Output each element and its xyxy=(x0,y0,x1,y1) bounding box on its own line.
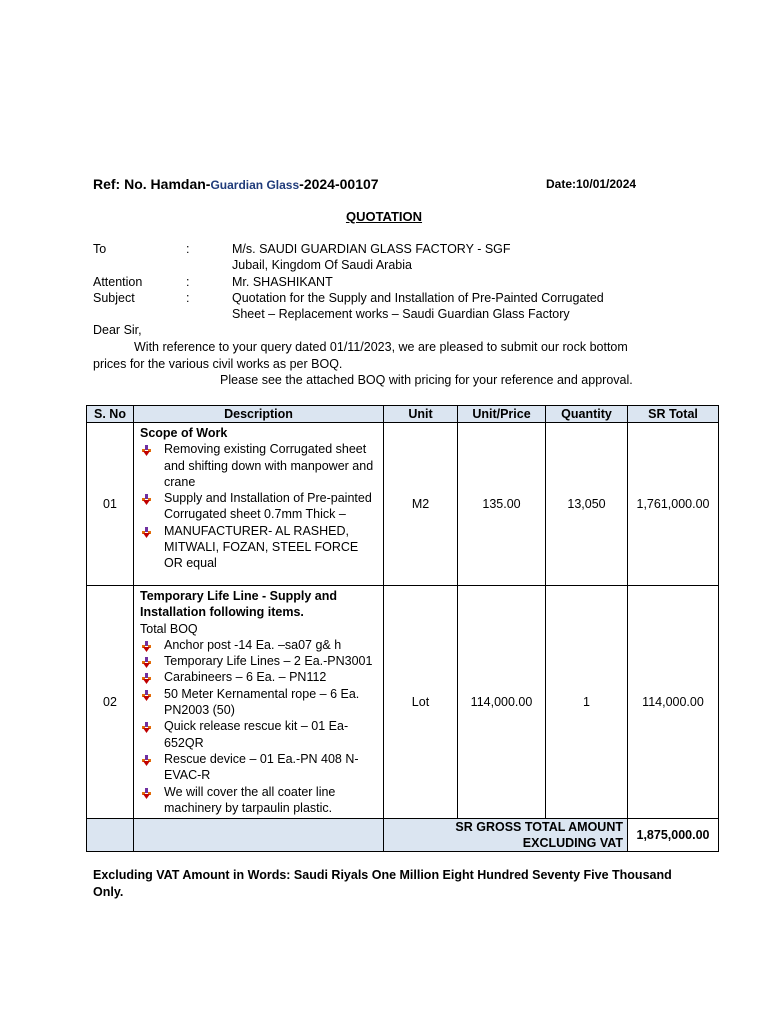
cell-description xyxy=(134,423,384,586)
attention-label: Attention xyxy=(93,275,143,289)
list-item xyxy=(140,669,379,685)
to-value-line1: M/s. SAUDI GUARDIAN GLASS FACTORY - SGF xyxy=(232,242,511,256)
scope-heading: Scope of Work xyxy=(140,426,228,440)
ref-prefix: Ref: No. Hamdan- xyxy=(93,176,211,192)
col-header-description: Description xyxy=(134,406,384,423)
cell-sr-total: 1,761,000.00 xyxy=(628,423,719,586)
list-item-text: Rescue device – 01 Ea.-PN 408 N-EVAC-R xyxy=(164,751,359,783)
arrow-down-bullet-icon xyxy=(142,444,151,455)
list-item xyxy=(140,751,379,784)
scope-subheading: Total BOQ xyxy=(140,621,198,636)
arrow-down-bullet-icon xyxy=(142,640,151,651)
cell-unit-price: 114,000.00 xyxy=(458,586,546,819)
arrow-down-bullet-icon xyxy=(142,672,151,683)
subject-colon: : xyxy=(186,291,190,305)
ref-brand: Guardian Glass xyxy=(210,178,300,192)
table-header-row xyxy=(87,406,719,423)
intro-line-3: Please see the attached BOQ with pricing for your reference and approval. xyxy=(220,373,633,387)
list-item-text: We will cover the all coater line machinery by tarpaulin plastic. xyxy=(164,784,336,815)
list-item xyxy=(140,441,379,490)
intro-line-1: With reference to your query dated 01/11/2023, we are pleased to submit our rock bottom xyxy=(134,340,628,354)
arrow-down-bullet-icon xyxy=(142,526,151,537)
list-item xyxy=(140,523,379,572)
list-item xyxy=(140,637,379,653)
cell-sno: 01 xyxy=(87,423,134,586)
cell-quantity: 1 xyxy=(546,586,628,819)
amount-in-words: Excluding VAT Amount in Words: Saudi Riyals One Million Eight Hundred Seventy Five Thousand Only. xyxy=(93,868,672,899)
list-item xyxy=(140,653,379,669)
arrow-down-bullet-icon xyxy=(142,754,151,765)
col-header-sr-total: SR Total xyxy=(628,406,719,423)
arrow-down-bullet-icon xyxy=(142,787,151,798)
bullet-list xyxy=(140,441,379,571)
total-label xyxy=(384,819,628,852)
document-title: QUOTATION xyxy=(345,209,423,224)
list-item xyxy=(140,718,379,751)
list-item-text: MANUFACTURER- AL RASHED, MITWALI, FOZAN, STEEL FORCE OR equal xyxy=(164,523,359,571)
cell-quantity: 13,050 xyxy=(546,423,628,586)
total-empty-cell xyxy=(87,819,134,852)
list-item-text: Temporary Life Lines – 2 Ea.-PN3001 xyxy=(164,654,373,669)
subject-label: Subject xyxy=(93,291,135,305)
total-amount: 1,875,000.00 xyxy=(628,819,719,852)
bullet-list xyxy=(140,637,379,816)
list-item xyxy=(140,686,379,719)
scope-heading: Temporary Life Line - Supply and Installation following items. xyxy=(140,589,338,620)
list-item-text: Anchor post -14 Ea. –sa07 g& h xyxy=(164,637,342,652)
boq-table xyxy=(86,405,719,852)
cell-unit-price: 135.00 xyxy=(458,423,546,586)
quotation-date: Date:10/01/2024 xyxy=(546,177,637,191)
cell-sr-total: 114,000.00 xyxy=(628,586,719,819)
list-item xyxy=(140,784,379,817)
arrow-down-bullet-icon xyxy=(142,656,151,667)
reference-number xyxy=(93,176,379,192)
attention-colon: : xyxy=(186,275,190,289)
total-label-line2: EXCLUDING VAT xyxy=(522,836,623,851)
intro-line-2: prices for the various civil works as per BOQ. xyxy=(93,357,343,371)
cell-description xyxy=(134,586,384,819)
list-item-text: Carabineers – 6 Ea. – PN112 xyxy=(164,670,327,685)
arrow-down-bullet-icon xyxy=(142,493,151,504)
col-header-quantity: Quantity xyxy=(546,406,628,423)
cell-unit: Lot xyxy=(384,586,458,819)
list-item-text: Supply and Installation of Pre-painted Corrugated sheet 0.7mm Thick – xyxy=(164,491,372,522)
ref-suffix: -2024-00107 xyxy=(299,176,379,192)
arrow-down-bullet-icon xyxy=(142,721,151,732)
total-empty-cell xyxy=(134,819,384,852)
list-item-text: 50 Meter Kernamental rope – 6 Ea. PN2003 (50) xyxy=(164,686,360,718)
cell-unit: M2 xyxy=(384,423,458,586)
arrow-down-bullet-icon xyxy=(142,689,151,700)
cell-sno: 02 xyxy=(87,586,134,819)
salutation: Dear Sir, xyxy=(93,323,142,337)
total-label-line1: SR GROSS TOTAL AMOUNT xyxy=(455,820,623,835)
to-colon: : xyxy=(186,242,190,256)
col-header-unit: Unit xyxy=(384,406,458,423)
subject-value-line1: Quotation for the Supply and Installation of Pre-Painted Corrugated xyxy=(232,291,604,305)
table-row xyxy=(87,423,719,586)
list-item-text: Quick release rescue kit – 01 Ea-652QR xyxy=(164,719,349,750)
col-header-unit-price: Unit/Price xyxy=(458,406,546,423)
col-header-sno: S. No xyxy=(87,406,134,423)
to-value-line2: Jubail, Kingdom Of Saudi Arabia xyxy=(232,258,412,272)
list-item-text: Removing existing Corrugated sheet and shifting down with manpower and crane xyxy=(164,442,374,489)
total-row xyxy=(87,819,719,852)
list-item xyxy=(140,490,379,523)
to-label: To xyxy=(93,242,107,256)
attention-value: Mr. SHASHIKANT xyxy=(232,275,333,289)
table-row xyxy=(87,586,719,819)
subject-value-line2: Sheet – Replacement works – Saudi Guardian Glass Factory xyxy=(232,307,570,321)
